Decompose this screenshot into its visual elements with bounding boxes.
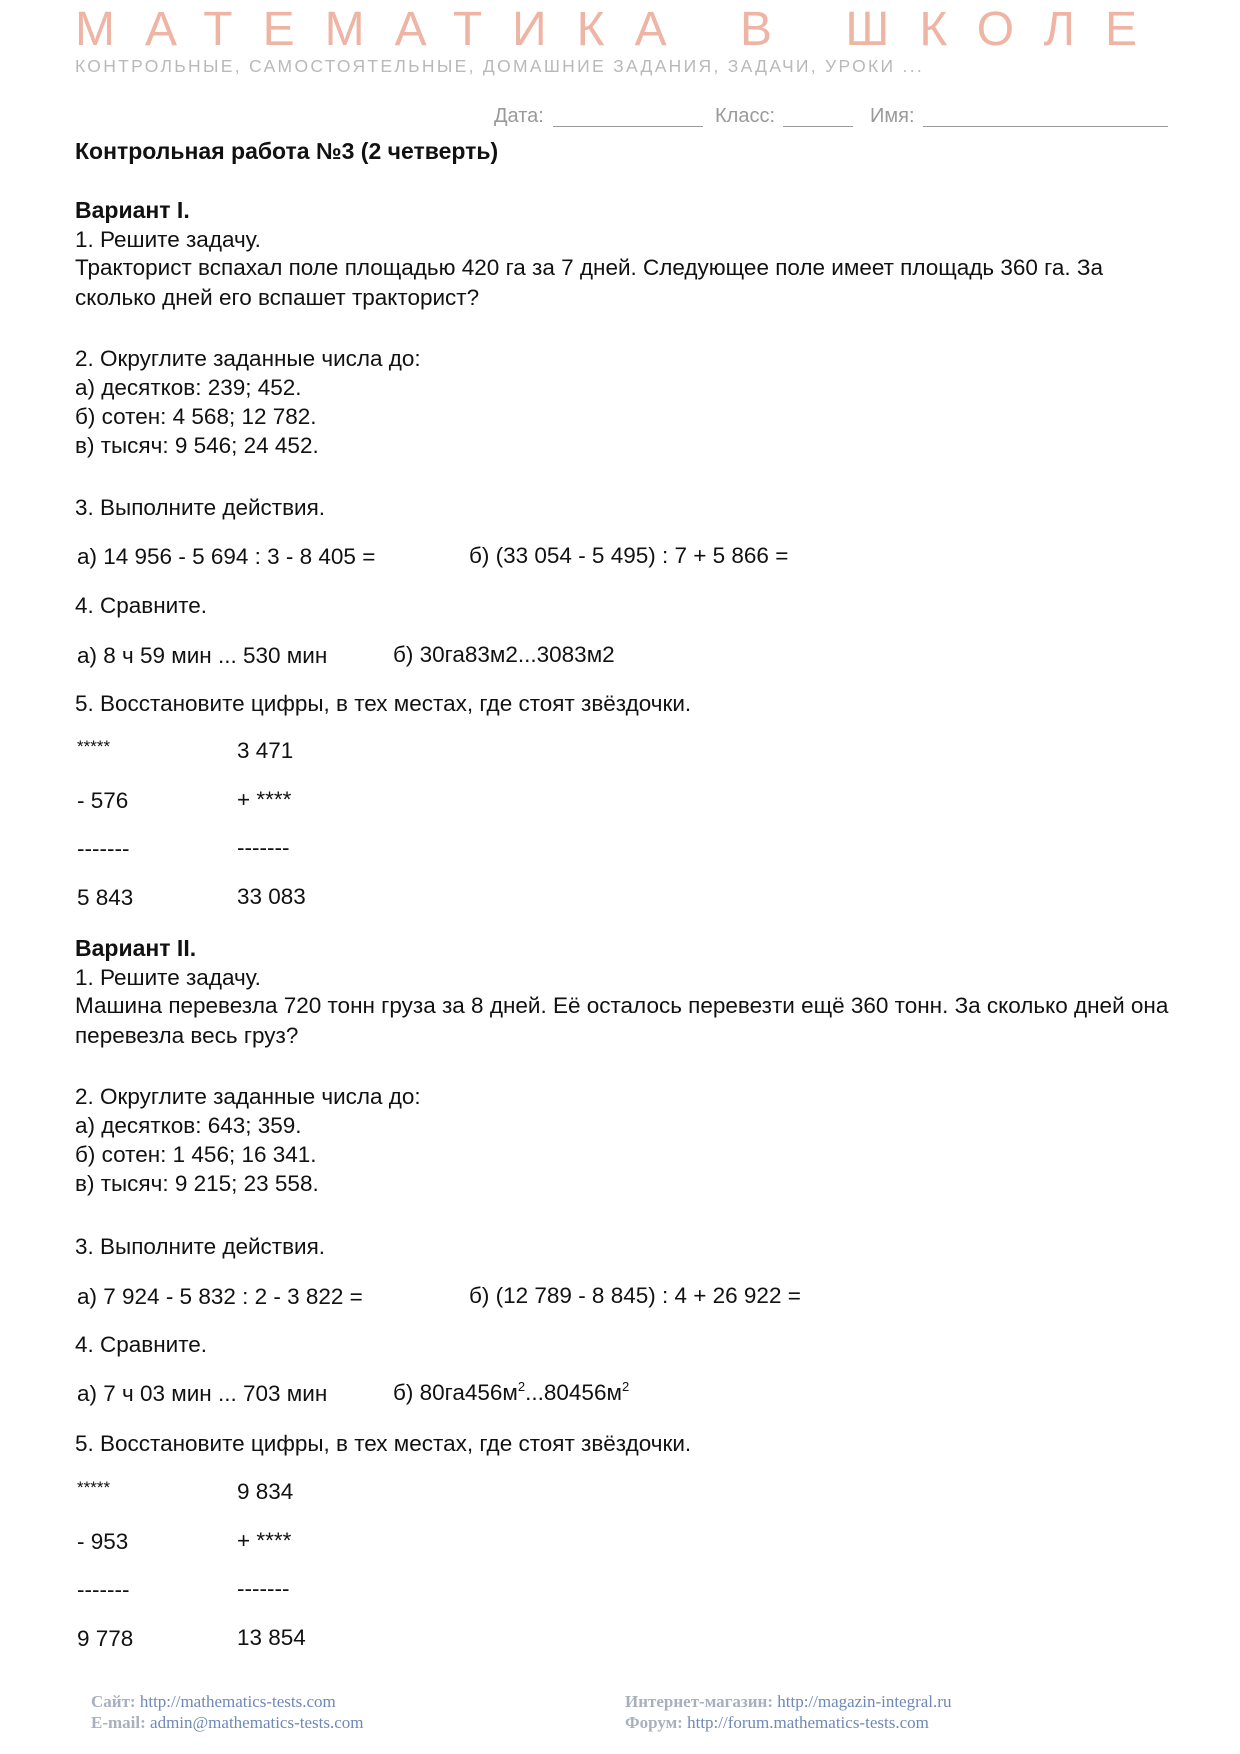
v2-task4-b-part2: ...80456м: [525, 1380, 622, 1405]
v2-task5-title: 5. Восстановите цифры, в тех местах, где стоят звёздочки.: [75, 1431, 692, 1456]
v2-task2-b: б) сотен: 1 456; 16 341.: [75, 1142, 317, 1167]
squared-superscript: 2: [621, 1379, 630, 1394]
name-label: Имя:: [870, 105, 915, 127]
v2-task4-b: [393, 1380, 629, 1406]
v2-task3-title: 3. Выполните действия.: [75, 1234, 326, 1259]
document-title: Контрольная работа №3 (2 четверть): [75, 138, 499, 164]
v1-task2-title: 2. Округлите заданные числа до:: [75, 346, 421, 371]
name-field-line[interactable]: [923, 126, 1168, 127]
footer-site: [91, 1693, 336, 1710]
footer-email-link[interactable]: admin@mathematics-tests.com: [150, 1713, 364, 1732]
footer-email-label: E-mail:: [91, 1713, 146, 1732]
site-title: МАТЕМАТИКА В ШКОЛЕ: [75, 3, 1168, 56]
v1-task4-b: б) 30га83м2...3083м2: [393, 642, 615, 667]
v1-task5-right-3: 33 083: [237, 884, 306, 909]
footer-shop: [625, 1693, 951, 1710]
v1-task3-b: б) (33 054 - 5 495) : 7 + 5 866 =: [469, 543, 789, 568]
variant-2-heading: Вариант II.: [75, 935, 197, 961]
footer-shop-label: Интернет-магазин:: [625, 1692, 773, 1711]
v1-task1-text: Тракторист вспахал поле площадью 420 га за 7 дней. Следующее поле имеет площадь 360 га. За сколько дней его вспашет тракторист?: [75, 255, 1104, 310]
v1-task4-a: а) 8 ч 59 мин ... 530 мин: [77, 643, 328, 668]
v2-task5-right-1: + ****: [237, 1528, 292, 1553]
v2-task5-left-3: 9 778: [77, 1626, 134, 1651]
v2-task5-right-3: 13 854: [237, 1625, 306, 1650]
v1-task5-right-0: 3 471: [237, 738, 294, 763]
footer-forum: [625, 1714, 929, 1731]
v1-task4-title: 4. Сравните.: [75, 593, 208, 618]
v2-task5-right-2: -------: [237, 1576, 290, 1601]
v2-task5-left-1: - 953: [77, 1529, 129, 1554]
v1-task2-b: б) сотен: 4 568; 12 782.: [75, 404, 317, 429]
date-label: Дата:: [494, 105, 544, 127]
v1-task5-title: 5. Восстановите цифры, в тех местах, где стоят звёздочки.: [75, 691, 692, 716]
v1-task2-a: а) десятков: 239; 452.: [75, 375, 302, 400]
v1-task5-left-3: 5 843: [77, 885, 134, 910]
site-subtitle: КОНТРОЛЬНЫЕ, САМОСТОЯТЕЛЬНЫЕ, ДОМАШНИЕ ЗАДАНИЯ, ЗАДАЧИ, УРОКИ ...: [75, 56, 925, 76]
v1-task5-left-2: -------: [77, 836, 130, 861]
v1-task5-right-1: + ****: [237, 787, 292, 812]
footer-site-label: Сайт:: [91, 1692, 136, 1711]
v1-task5-left-1: - 576: [77, 788, 129, 813]
v2-task1-text: Машина перевезла 720 тонн груза за 8 дней. Её осталось перевезти ещё 360 тонн. За сколько дней она перевезла весь груз?: [75, 993, 1169, 1048]
v2-task5-left-2: -------: [77, 1577, 130, 1602]
v1-task3-a: а) 14 956 - 5 694 : 3 - 8 405 =: [77, 544, 376, 569]
v2-task3-b: б) (12 789 - 8 845) : 4 + 26 922 =: [469, 1283, 801, 1308]
footer-forum-link[interactable]: http://forum.mathematics-tests.com: [687, 1713, 929, 1732]
footer-forum-label: Форум:: [625, 1713, 683, 1732]
v2-task2-title: 2. Округлите заданные числа до:: [75, 1084, 421, 1109]
footer-shop-link[interactable]: http://magazin-integral.ru: [777, 1692, 952, 1711]
date-field-line[interactable]: [553, 126, 703, 127]
v1-task3-title: 3. Выполните действия.: [75, 495, 326, 520]
v2-task5-left-0: *****: [77, 1478, 111, 1497]
v1-task5-left-0: *****: [77, 737, 111, 756]
v2-task5-right-0: 9 834: [237, 1479, 294, 1504]
variant-1-heading: Вариант I.: [75, 197, 190, 223]
v2-task2-a: а) десятков: 643; 359.: [75, 1113, 302, 1138]
squared-superscript: 2: [517, 1379, 526, 1394]
v2-task4-b-part1: б) 80га456м: [393, 1380, 518, 1405]
class-field-line[interactable]: [783, 126, 853, 127]
v2-task4-title: 4. Сравните.: [75, 1332, 208, 1357]
v2-task4-a: а) 7 ч 03 мин ... 703 мин: [77, 1381, 328, 1406]
v1-task5-right-2: -------: [237, 835, 290, 860]
v2-task3-a: а) 7 924 - 5 832 : 2 - 3 822 =: [77, 1284, 363, 1309]
v2-task2-c: в) тысяч: 9 215; 23 558.: [75, 1171, 319, 1196]
class-label: Класс:: [715, 105, 775, 127]
footer-site-link[interactable]: http://mathematics-tests.com: [139, 1692, 336, 1711]
v2-task1-title: 1. Решите задачу.: [75, 965, 261, 990]
v1-task1-title: 1. Решите задачу.: [75, 227, 261, 252]
v1-task2-c: в) тысяч: 9 546; 24 452.: [75, 433, 319, 458]
footer-email: [91, 1714, 364, 1731]
